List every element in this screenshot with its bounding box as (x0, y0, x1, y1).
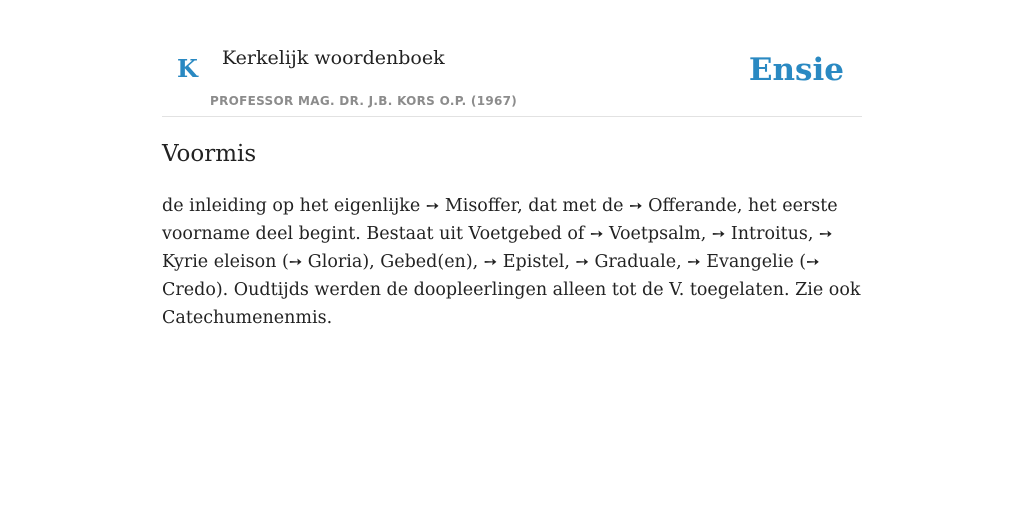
arrow-right-icon: ➙ (425, 196, 440, 215)
arrow-right-icon: ➙ (687, 252, 701, 271)
book-title[interactable]: Kerkelijk woordenboek (222, 47, 445, 69)
definition-text: ( (276, 252, 289, 272)
definition-text: , (700, 224, 712, 244)
entry-definition (162, 192, 862, 332)
ensie-logo-link[interactable]: Ensie (748, 52, 844, 88)
arrow-right-icon: ➙ (806, 252, 820, 271)
cross-reference-label: Epistel (502, 252, 565, 272)
cross-reference-link[interactable] (629, 196, 737, 216)
definition-text: ), Gebed(en), (362, 252, 484, 272)
arrow-right-icon: ➙ (288, 252, 303, 271)
arrow-right-icon: ➙ (711, 224, 726, 243)
book-header (162, 0, 862, 117)
cross-reference-label: Evangelie (706, 252, 794, 272)
definition-text: de inleiding op het eigenlijke (162, 196, 426, 216)
cross-reference-link[interactable] (426, 196, 517, 216)
arrow-right-icon: ➙ (575, 252, 589, 271)
definition-text: , (564, 252, 576, 272)
arrow-right-icon: ➙ (629, 196, 643, 215)
book-logo[interactable]: K (177, 54, 198, 83)
definition-text: ( (793, 252, 807, 272)
cross-reference-link[interactable] (575, 252, 676, 272)
definition-text: , (807, 224, 819, 244)
definition-text: ). Oudtijds werden de doopleerlingen alleen tot de V. toegelaten. Zie ook Catechumenenmis. (162, 280, 861, 328)
cross-reference-label: Misoffer (444, 196, 518, 216)
cross-reference-label: Kyrie eleison (162, 252, 277, 272)
cross-reference-label: Graduale (594, 252, 677, 272)
cross-reference-link[interactable] (687, 252, 793, 272)
book-author: PROFESSOR MAG. DR. J.B. KORS O.P. (1967) (210, 94, 518, 108)
cross-reference-label: Offerande (648, 196, 737, 216)
cross-reference-link[interactable] (712, 224, 808, 244)
entry-title: Voormis (162, 141, 257, 167)
arrow-right-icon: ➙ (483, 252, 498, 271)
cross-reference-link[interactable] (289, 252, 363, 272)
cross-reference-label: Voetpsalm (608, 224, 701, 244)
cross-reference-link[interactable] (590, 224, 701, 244)
cross-reference-link[interactable] (484, 252, 565, 272)
arrow-right-icon: ➙ (819, 224, 833, 243)
cross-reference-label: Introitus (730, 224, 808, 244)
definition-text: , dat met de (517, 196, 630, 216)
cross-reference-label: Gloria (307, 252, 363, 272)
definition-text: , het eerste voorname deel begint. Bestaat uit Voetgebed of (162, 196, 838, 244)
cross-reference-label: Credo (162, 280, 216, 300)
arrow-right-icon: ➙ (589, 224, 604, 243)
definition-text: , (676, 252, 688, 272)
